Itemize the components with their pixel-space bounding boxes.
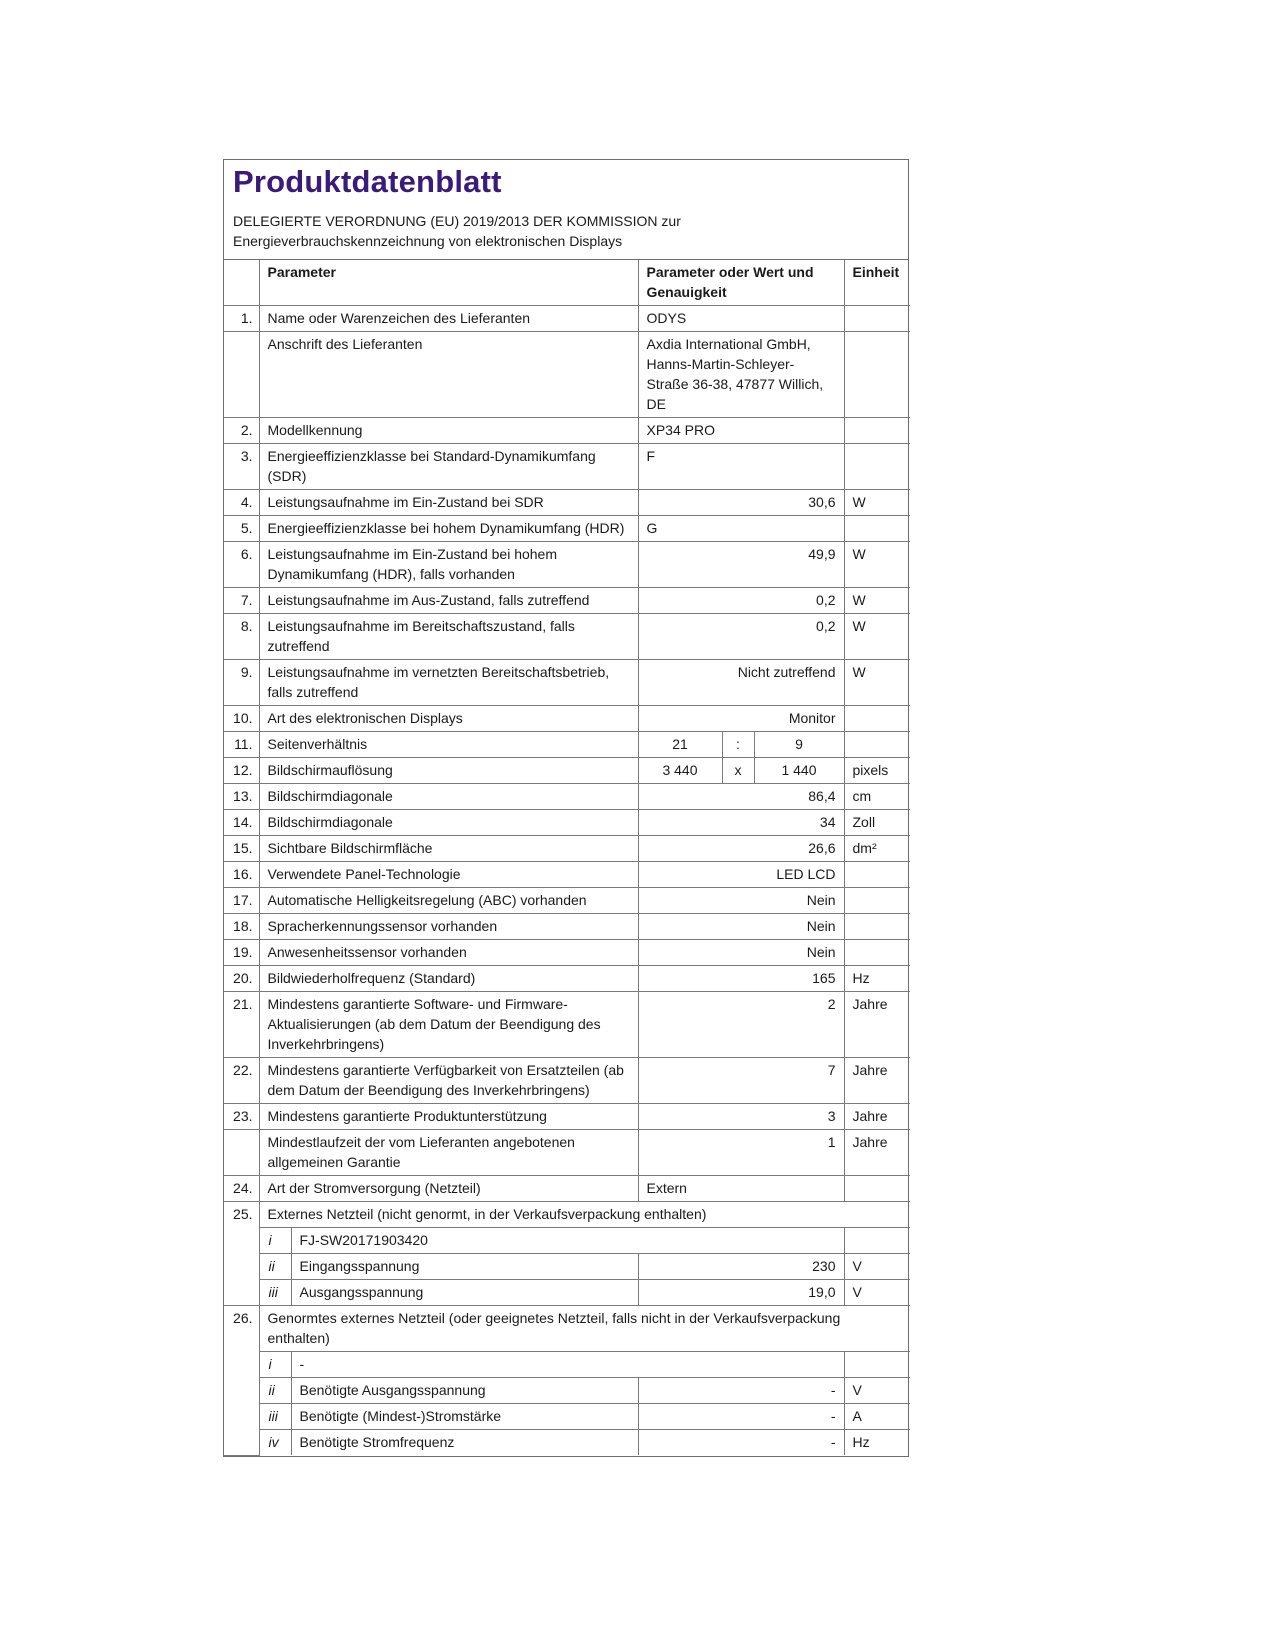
sub-row-unit: V	[844, 1280, 910, 1306]
row-number: 26.	[224, 1306, 259, 1456]
row-value: 1	[638, 1130, 844, 1176]
sub-row	[224, 1430, 910, 1456]
row-number: 16.	[224, 862, 259, 888]
row-number: 4.	[224, 490, 259, 516]
table-row	[224, 444, 910, 490]
row-value: 3	[638, 1104, 844, 1130]
document-title: Produktdatenblatt	[233, 164, 502, 199]
sub-row-label: Benötigte (Mindest-)Stromstärke	[291, 1404, 638, 1430]
row-value: 34	[638, 810, 844, 836]
sub-row-unit: V	[844, 1378, 910, 1404]
table-row	[224, 1058, 910, 1104]
row-parameter: Spracherkennungssensor vorhanden	[259, 914, 638, 940]
table-row	[224, 732, 910, 758]
row-value: 86,4	[638, 784, 844, 810]
table-row	[224, 966, 910, 992]
row-number: 12.	[224, 758, 259, 784]
row-unit	[844, 332, 910, 418]
row-value: 30,6	[638, 490, 844, 516]
row-number: 10.	[224, 706, 259, 732]
row-unit	[844, 1176, 910, 1202]
row-value-b: 1 440	[754, 758, 844, 784]
row-number: 20.	[224, 966, 259, 992]
row-parameter: Leistungsaufnahme im Ein-Zustand bei hohem Dynamikumfang (HDR), falls vorhanden	[259, 542, 638, 588]
row-unit	[844, 862, 910, 888]
sub-row	[224, 1404, 910, 1430]
row-unit: Zoll	[844, 810, 910, 836]
table-row	[224, 542, 910, 588]
sub-row-unit	[844, 1228, 910, 1254]
row-value: Monitor	[638, 706, 844, 732]
row-parameter: Bildwiederholfrequenz (Standard)	[259, 966, 638, 992]
row-value: G	[638, 516, 844, 542]
table-row	[224, 992, 910, 1058]
sub-row-value: -	[638, 1430, 844, 1456]
row-unit: W	[844, 660, 910, 706]
row-unit: Jahre	[844, 992, 910, 1058]
row-parameter: Automatische Helligkeitsregelung (ABC) vorhanden	[259, 888, 638, 914]
row-parameter: Name oder Warenzeichen des Lieferanten	[259, 306, 638, 332]
row-unit	[844, 732, 910, 758]
table-header-row	[224, 260, 910, 306]
row-parameter: Energieeffizienzklasse bei Standard-Dynamikumfang (SDR)	[259, 444, 638, 490]
section26-header-row	[224, 1306, 910, 1352]
row-parameter: Art der Stromversorgung (Netzteil)	[259, 1176, 638, 1202]
row-number: 25.	[224, 1202, 259, 1306]
row-number: 5.	[224, 516, 259, 542]
table-row	[224, 862, 910, 888]
sub-row-value: 230	[638, 1254, 844, 1280]
row-parameter: Bildschirmauflösung	[259, 758, 638, 784]
sub-row	[224, 1228, 910, 1254]
sub-row	[224, 1254, 910, 1280]
row-parameter: Mindestlaufzeit der vom Lieferanten angebotenen allgemeinen Garantie	[259, 1130, 638, 1176]
sub-row-roman: i	[259, 1228, 291, 1254]
row-parameter: Leistungsaufnahme im Bereitschaftszustand, falls zutreffend	[259, 614, 638, 660]
header-parameter: Parameter	[259, 260, 638, 306]
section26-label: Genormtes externes Netzteil (oder geeignetes Netzteil, falls nicht in der Verkaufsverpackung enthalten)	[259, 1306, 910, 1352]
table-row	[224, 418, 910, 444]
table-row	[224, 1176, 910, 1202]
row-parameter: Seitenverhältnis	[259, 732, 638, 758]
sub-row	[224, 1378, 910, 1404]
sub-row-label: Benötigte Ausgangsspannung	[291, 1378, 638, 1404]
row-value: Extern	[638, 1176, 844, 1202]
row-value: Axdia International GmbH, Hanns-Martin-Schleyer-Straße 36-38, 47877 Willich, DE	[638, 332, 844, 418]
row-unit	[844, 444, 910, 490]
row-number: 18.	[224, 914, 259, 940]
row-value: 0,2	[638, 588, 844, 614]
header-unit: Einheit	[844, 260, 910, 306]
table-row	[224, 706, 910, 732]
sub-row-label: Eingangsspannung	[291, 1254, 638, 1280]
row-value: 49,9	[638, 542, 844, 588]
row-unit: W	[844, 490, 910, 516]
row-value: 2	[638, 992, 844, 1058]
row-value-separator: :	[722, 732, 754, 758]
table-row	[224, 332, 910, 418]
table-row	[224, 914, 910, 940]
sub-row-label: Ausgangsspannung	[291, 1280, 638, 1306]
row-unit	[844, 516, 910, 542]
sub-row	[224, 1352, 910, 1378]
section25-header-row	[224, 1202, 910, 1228]
row-parameter: Art des elektronischen Displays	[259, 706, 638, 732]
table-row	[224, 614, 910, 660]
table-row	[224, 758, 910, 784]
sub-row-roman: i	[259, 1352, 291, 1378]
row-unit: Hz	[844, 966, 910, 992]
table-row	[224, 888, 910, 914]
row-number: 6.	[224, 542, 259, 588]
row-number: 1.	[224, 306, 259, 332]
sub-row-label: FJ-SW20171903420	[291, 1228, 844, 1254]
product-data-sheet	[223, 159, 909, 1457]
table-row	[224, 1104, 910, 1130]
row-unit: W	[844, 542, 910, 588]
row-value: 0,2	[638, 614, 844, 660]
table-row	[224, 490, 910, 516]
sub-row-value: -	[638, 1378, 844, 1404]
table-row	[224, 516, 910, 542]
row-value: LED LCD	[638, 862, 844, 888]
row-value-separator: x	[722, 758, 754, 784]
row-value: F	[638, 444, 844, 490]
row-number: 9.	[224, 660, 259, 706]
title-block	[224, 160, 908, 260]
table-row	[224, 660, 910, 706]
row-number: 17.	[224, 888, 259, 914]
row-value-a: 21	[638, 732, 722, 758]
row-number: 24.	[224, 1176, 259, 1202]
header-value: Parameter oder Wert und Genauigkeit	[638, 260, 844, 306]
row-unit: pixels	[844, 758, 910, 784]
parameter-table	[224, 260, 910, 1456]
table-row	[224, 810, 910, 836]
row-value: 165	[638, 966, 844, 992]
sub-row-roman: iii	[259, 1404, 291, 1430]
row-unit	[844, 306, 910, 332]
row-unit	[844, 940, 910, 966]
sub-row-unit: Hz	[844, 1430, 910, 1456]
row-number	[224, 1130, 259, 1176]
row-number: 13.	[224, 784, 259, 810]
table-row	[224, 940, 910, 966]
row-number: 15.	[224, 836, 259, 862]
regulation-line-1: DELEGIERTE VERORDNUNG (EU) 2019/2013 DER KOMMISSION zur	[233, 213, 681, 229]
row-value: Nicht zutreffend	[638, 660, 844, 706]
row-number: 14.	[224, 810, 259, 836]
row-number: 21.	[224, 992, 259, 1058]
section25-label: Externes Netzteil (nicht genormt, in der Verkaufsverpackung enthalten)	[259, 1202, 910, 1228]
row-unit	[844, 914, 910, 940]
row-parameter: Bildschirmdiagonale	[259, 810, 638, 836]
row-parameter: Anwesenheitssensor vorhanden	[259, 940, 638, 966]
row-parameter: Leistungsaufnahme im vernetzten Bereitschaftsbetrieb, falls zutreffend	[259, 660, 638, 706]
row-number: 22.	[224, 1058, 259, 1104]
table-row	[224, 588, 910, 614]
row-value: XP34 PRO	[638, 418, 844, 444]
row-unit: dm²	[844, 836, 910, 862]
row-number: 3.	[224, 444, 259, 490]
row-parameter: Bildschirmdiagonale	[259, 784, 638, 810]
row-value: ODYS	[638, 306, 844, 332]
row-number: 7.	[224, 588, 259, 614]
regulation-line-2: Energieverbrauchskennzeichnung von elektronischen Displays	[233, 233, 623, 249]
row-unit: Jahre	[844, 1130, 910, 1176]
row-number: 8.	[224, 614, 259, 660]
table-row	[224, 836, 910, 862]
row-unit: Jahre	[844, 1058, 910, 1104]
row-parameter: Leistungsaufnahme im Ein-Zustand bei SDR	[259, 490, 638, 516]
row-parameter: Energieeffizienzklasse bei hohem Dynamikumfang (HDR)	[259, 516, 638, 542]
row-unit	[844, 706, 910, 732]
sub-row-value: 19,0	[638, 1280, 844, 1306]
sub-row-unit	[844, 1352, 910, 1378]
row-parameter: Mindestens garantierte Produktunterstützung	[259, 1104, 638, 1130]
row-parameter: Leistungsaufnahme im Aus-Zustand, falls zutreffend	[259, 588, 638, 614]
row-unit	[844, 888, 910, 914]
header-number	[224, 260, 259, 306]
row-parameter: Verwendete Panel-Technologie	[259, 862, 638, 888]
row-value: Nein	[638, 940, 844, 966]
sub-row	[224, 1280, 910, 1306]
row-parameter: Modellkennung	[259, 418, 638, 444]
row-parameter: Mindestens garantierte Software- und Firmware-Aktualisierungen (ab dem Datum der Beendigung des Inverkehrbringens)	[259, 992, 638, 1058]
row-unit: Jahre	[844, 1104, 910, 1130]
row-parameter: Mindestens garantierte Verfügbarkeit von Ersatzteilen (ab dem Datum der Beendigung des Inverkehrbringens)	[259, 1058, 638, 1104]
sub-row-label: -	[291, 1352, 844, 1378]
row-value: 7	[638, 1058, 844, 1104]
sub-row-label: Benötigte Stromfrequenz	[291, 1430, 638, 1456]
row-number: 19.	[224, 940, 259, 966]
sub-row-unit: A	[844, 1404, 910, 1430]
row-parameter: Anschrift des Lieferanten	[259, 332, 638, 418]
sub-row-roman: ii	[259, 1378, 291, 1404]
row-value-b: 9	[754, 732, 844, 758]
table-row	[224, 306, 910, 332]
sub-row-roman: iv	[259, 1430, 291, 1456]
row-number: 23.	[224, 1104, 259, 1130]
row-number	[224, 332, 259, 418]
row-value-a: 3 440	[638, 758, 722, 784]
sub-row-unit: V	[844, 1254, 910, 1280]
sub-row-roman: ii	[259, 1254, 291, 1280]
row-unit: W	[844, 614, 910, 660]
sub-row-value: -	[638, 1404, 844, 1430]
row-value: Nein	[638, 888, 844, 914]
row-number: 11.	[224, 732, 259, 758]
row-value: 26,6	[638, 836, 844, 862]
row-value: Nein	[638, 914, 844, 940]
table-row	[224, 784, 910, 810]
row-unit: W	[844, 588, 910, 614]
table-row	[224, 1130, 910, 1176]
row-number: 2.	[224, 418, 259, 444]
row-parameter: Sichtbare Bildschirmfläche	[259, 836, 638, 862]
row-unit	[844, 418, 910, 444]
row-unit: cm	[844, 784, 910, 810]
sub-row-roman: iii	[259, 1280, 291, 1306]
